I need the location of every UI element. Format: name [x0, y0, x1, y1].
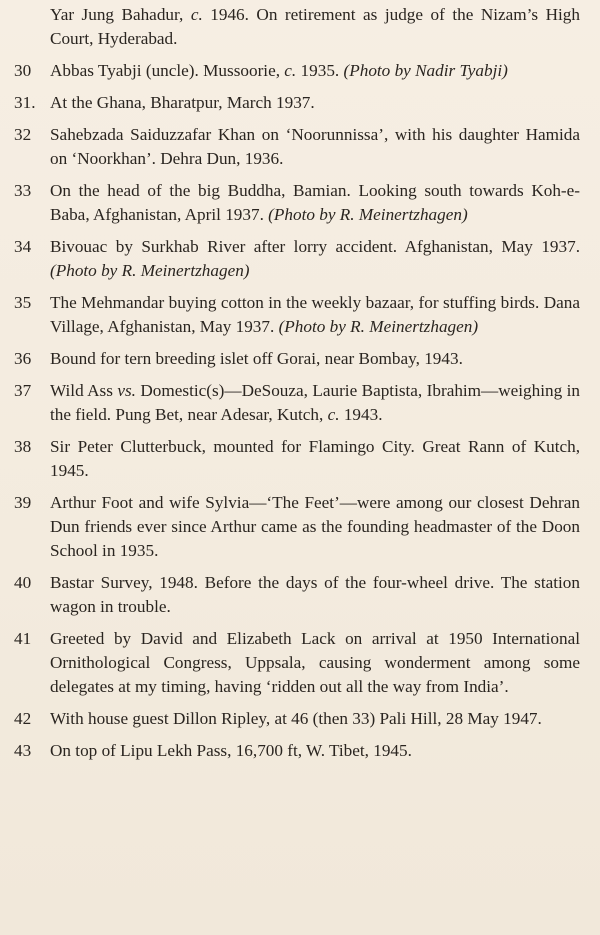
caption-text [50, 739, 580, 763]
caption-segment: Bound for tern breeding islet off Gorai, near Bombay, 1943. [50, 349, 463, 368]
photo-caption-list [14, 3, 580, 771]
caption-italic-segment: (Photo by R. Meinertzhagen) [50, 261, 250, 280]
caption-entry [14, 707, 580, 731]
caption-number: 36 [14, 349, 32, 368]
caption-segment: Bastar Survey, 1948. Before the days of the four-wheel drive. The station wagon in trouble. [50, 573, 580, 616]
caption-text [50, 123, 580, 171]
caption-entry [14, 3, 580, 51]
caption-text [50, 235, 580, 283]
caption-italic-segment: (Photo by Nadir Tyabji) [343, 61, 508, 80]
caption-entry [14, 235, 580, 283]
caption-entry [14, 291, 580, 339]
caption-segment: Wild Ass [50, 381, 118, 400]
caption-entry [14, 179, 580, 227]
caption-italic-segment: (Photo by R. Meinertzhagen) [268, 205, 468, 224]
caption-text [50, 571, 580, 619]
caption-segment: Sir Peter Clutterbuck, mounted for Flamingo City. Great Rann of Kutch, 1945. [50, 437, 580, 480]
caption-italic-segment: vs. [117, 381, 136, 400]
caption-entry [14, 571, 580, 619]
caption-text [50, 435, 580, 483]
caption-segment: On the head of the big Buddha, Bamian. Looking south towards Koh-e-Baba, Afghanistan, April 1937. [50, 181, 580, 224]
caption-text [50, 3, 580, 51]
caption-segment: 1935. [296, 61, 344, 80]
caption-segment: Abbas Tyabji (uncle). Mussoorie, [50, 61, 285, 80]
caption-number: 32 [14, 125, 32, 144]
caption-entry [14, 379, 580, 427]
caption-number: 37 [14, 381, 32, 400]
caption-number: 43 [14, 741, 32, 760]
caption-segment: Yar Jung Bahadur, [50, 5, 191, 24]
caption-italic-segment: c. [190, 5, 203, 24]
caption-italic-segment: c. [284, 61, 297, 80]
caption-number: 30 [14, 61, 32, 80]
caption-text [50, 291, 580, 339]
caption-number: 42 [14, 709, 32, 728]
caption-number: 40 [14, 573, 32, 592]
caption-segment: Domestic(s)—DeSouza, Laurie Baptista, Ibrahim—weighing in the field. Pung Bet, near Adesar, Kutch, [50, 381, 580, 424]
caption-text [50, 91, 580, 115]
caption-entry [14, 59, 580, 83]
caption-number: 33 [14, 181, 32, 200]
caption-number: 38 [14, 437, 32, 456]
caption-text [50, 59, 580, 83]
caption-number: 41 [14, 629, 32, 648]
caption-number: 31. [14, 93, 36, 112]
caption-text [50, 379, 580, 427]
caption-italic-segment: (Photo by R. Meinertzhagen) [278, 317, 479, 336]
caption-number: 34 [14, 237, 32, 256]
caption-entry [14, 123, 580, 171]
caption-number: 35 [14, 293, 32, 312]
caption-entry [14, 435, 580, 483]
caption-text [50, 707, 580, 731]
caption-segment: The Mehmandar buying cotton in the weekly bazaar, for stuffing birds. Dana Village, Afghanistan, May 1937. [50, 293, 580, 336]
caption-text [50, 491, 580, 563]
caption-segment: Greeted by David and Elizabeth Lack on arrival at 1950 International Ornithological Congress, Uppsala, causing wonderment among some delegates at my timing, having ‘ridden out all the way from India’. [50, 629, 580, 696]
caption-italic-segment: c. [327, 405, 340, 424]
caption-text [50, 347, 580, 371]
caption-segment: At the Ghana, Bharatpur, March 1937. [50, 93, 315, 112]
caption-text [50, 179, 580, 227]
caption-segment: With house guest Dillon Ripley, at 46 (then 33) Pali Hill, 28 May 1947. [50, 709, 542, 728]
caption-segment: On top of Lipu Lekh Pass, 16,700 ft, W. Tibet, 1945. [50, 741, 412, 760]
caption-entry [14, 347, 580, 371]
caption-entry [14, 91, 580, 115]
caption-entry [14, 491, 580, 563]
caption-segment: Bivouac by Surkhab River after lorry accident. Afghanistan, May 1937. [50, 237, 580, 256]
caption-segment: Sahebzada Saiduzzafar Khan on ‘Noorunnissa’, with his daughter Hamida on ‘Noorkhan’. Dehra Dun, 1936. [50, 125, 580, 168]
caption-number: 39 [14, 493, 32, 512]
caption-segment: 1943. [339, 405, 383, 424]
caption-text [50, 627, 580, 699]
caption-segment: Arthur Foot and wife Sylvia—‘The Feet’—were among our closest Dehran Dun friends ever since Arthur came as the founding headmaster of the Doon School in 1935. [50, 493, 580, 560]
caption-entry [14, 739, 580, 763]
caption-entry [14, 627, 580, 699]
caption-number [14, 3, 50, 51]
caption-segment: 1946. On retirement as judge of the Nizam’s High Court, Hyderabad. [50, 5, 580, 48]
